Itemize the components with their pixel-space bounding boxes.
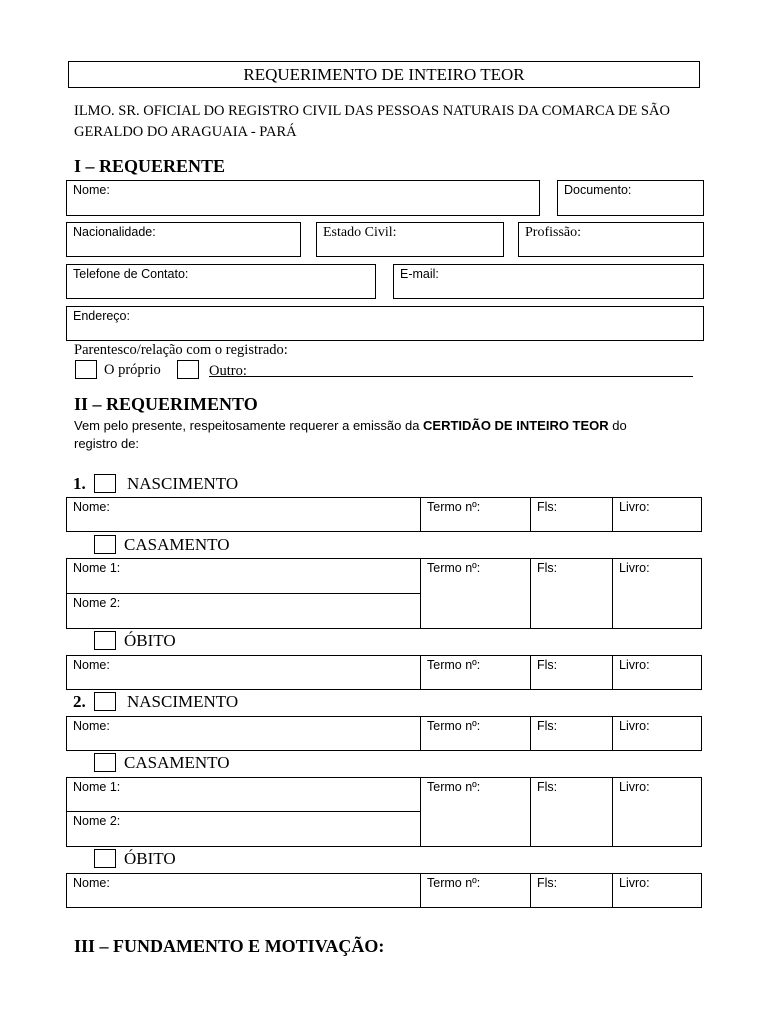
obito-1-fls-label: Fls: <box>537 658 558 672</box>
documento-field[interactable] <box>557 180 704 216</box>
checkbox-o-proprio[interactable] <box>75 360 97 379</box>
nascimento-2-termo[interactable] <box>420 716 531 751</box>
obito-2-termo[interactable] <box>420 873 531 908</box>
section-requerente-heading: I – REQUERENTE <box>74 156 226 176</box>
nascimento-2-termo-label: Termo nº: <box>427 719 481 733</box>
casamento-1-fls[interactable] <box>530 558 613 629</box>
estado-civil-field[interactable] <box>316 222 504 257</box>
intro-text-bold: CERTIDÃO DE INTEIRO TEOR <box>423 418 609 433</box>
nascimento-2-fls[interactable] <box>530 716 613 751</box>
section-fundamento-heading: III – FUNDAMENTO E MOTIVAÇÃO: <box>74 936 385 956</box>
telefone-field-label: Telefone de Contato: <box>73 267 189 281</box>
option-outro-label: Outro: <box>209 363 247 379</box>
obito-2-nome-label: Nome: <box>73 876 110 890</box>
casamento-2-livro[interactable] <box>612 777 702 847</box>
casamento-1-nome1[interactable] <box>66 558 421 594</box>
obito-2-fls-label: Fls: <box>537 876 558 890</box>
nascimento-1-termo-label: Termo nº: <box>427 500 481 514</box>
document-title: REQUERIMENTO DE INTEIRO TEOR <box>68 61 700 88</box>
casamento-2-label: CASAMENTO <box>124 753 230 772</box>
nome-field-label: Nome: <box>73 183 110 197</box>
obito-1-livro-label: Livro: <box>619 658 650 672</box>
casamento-1-termo[interactable] <box>420 558 531 629</box>
casamento-2-nome1-label: Nome 1: <box>73 780 121 794</box>
nacionalidade-field[interactable] <box>66 222 301 257</box>
obito-1-nome[interactable] <box>66 655 421 690</box>
obito-2-nome[interactable] <box>66 873 421 908</box>
casamento-2-nome2[interactable] <box>66 811 421 847</box>
checkbox-obito-2[interactable] <box>94 849 116 868</box>
casamento-2-fls-label: Fls: <box>537 780 558 794</box>
estado-civil-field-label: Estado Civil: <box>323 225 397 240</box>
addressee-line-2: GERALDO DO ARAGUAIA - PARÁ <box>74 124 297 140</box>
profissao-field-label: Profissão: <box>525 225 581 240</box>
obito-1-fls[interactable] <box>530 655 613 690</box>
intro-text-after: do <box>608 418 627 433</box>
casamento-1-nome1-label: Nome 1: <box>73 561 121 575</box>
casamento-1-label: CASAMENTO <box>124 535 230 554</box>
checkbox-obito-1[interactable] <box>94 631 116 650</box>
email-field[interactable] <box>393 264 704 299</box>
nome-field[interactable] <box>66 180 540 216</box>
option-o-proprio-label: O próprio <box>104 362 161 378</box>
obito-2-fls[interactable] <box>530 873 613 908</box>
nacionalidade-field-label: Nacionalidade: <box>73 225 156 239</box>
profissao-field[interactable] <box>518 222 704 257</box>
nascimento-2-fls-label: Fls: <box>537 719 558 733</box>
casamento-2-livro-label: Livro: <box>619 780 650 794</box>
intro-text-before: Vem pelo presente, respeitosamente requerer a emissão da <box>74 418 424 433</box>
nascimento-1-nome-label: Nome: <box>73 500 110 514</box>
obito-1-label: ÓBITO <box>124 631 176 650</box>
addressee-line-1: ILMO. SR. OFICIAL DO REGISTRO CIVIL DAS PESSOAS NATURAIS DA COMARCA DE SÃO <box>74 103 670 119</box>
endereco-field[interactable] <box>66 306 704 341</box>
obito-2-livro[interactable] <box>612 873 702 908</box>
endereco-field-label: Endereço: <box>73 309 130 323</box>
nascimento-2-label: NASCIMENTO <box>127 692 239 711</box>
nascimento-2-livro[interactable] <box>612 716 702 751</box>
nascimento-2-nome-label: Nome: <box>73 719 110 733</box>
obito-2-label: ÓBITO <box>124 849 176 868</box>
casamento-1-nome2-label: Nome 2: <box>73 596 121 610</box>
nascimento-2-nome[interactable] <box>66 716 421 751</box>
casamento-2-nome1[interactable] <box>66 777 421 812</box>
obito-1-termo-label: Termo nº: <box>427 658 481 672</box>
group-1-number: 1. <box>73 474 86 493</box>
casamento-1-livro-label: Livro: <box>619 561 650 575</box>
checkbox-casamento-1[interactable] <box>94 535 116 554</box>
nascimento-1-livro-label: Livro: <box>619 500 650 514</box>
email-field-label: E-mail: <box>400 267 439 281</box>
nascimento-1-fls[interactable] <box>530 497 613 532</box>
parentesco-label: Parentesco/relação com o registrado: <box>74 342 288 358</box>
nascimento-2-livro-label: Livro: <box>619 719 650 733</box>
nascimento-1-nome[interactable] <box>66 497 421 532</box>
obito-2-livro-label: Livro: <box>619 876 650 890</box>
group-2-number: 2. <box>73 692 86 711</box>
addressee <box>74 101 694 143</box>
casamento-2-termo[interactable] <box>420 777 531 847</box>
obito-2-termo-label: Termo nº: <box>427 876 481 890</box>
documento-field-label: Documento: <box>564 183 632 197</box>
nascimento-1-fls-label: Fls: <box>537 500 558 514</box>
checkbox-casamento-2[interactable] <box>94 753 116 772</box>
requerimento-intro <box>74 417 694 453</box>
casamento-2-termo-label: Termo nº: <box>427 780 481 794</box>
nascimento-1-termo[interactable] <box>420 497 531 532</box>
casamento-1-livro[interactable] <box>612 558 702 629</box>
nascimento-1-label: NASCIMENTO <box>127 474 239 493</box>
section-requerimento-heading: II – REQUERIMENTO <box>74 394 258 414</box>
intro-text-line2: registro de: <box>74 436 140 451</box>
nascimento-1-livro[interactable] <box>612 497 702 532</box>
outro-text-line[interactable] <box>209 376 693 377</box>
obito-1-nome-label: Nome: <box>73 658 110 672</box>
obito-1-livro[interactable] <box>612 655 702 690</box>
checkbox-nascimento-2[interactable] <box>94 692 116 711</box>
checkbox-outro[interactable] <box>177 360 199 379</box>
casamento-1-nome2[interactable] <box>66 593 421 629</box>
telefone-field[interactable] <box>66 264 376 299</box>
casamento-2-nome2-label: Nome 2: <box>73 814 121 828</box>
casamento-2-fls[interactable] <box>530 777 613 847</box>
casamento-1-fls-label: Fls: <box>537 561 558 575</box>
obito-1-termo[interactable] <box>420 655 531 690</box>
checkbox-nascimento-1[interactable] <box>94 474 116 493</box>
casamento-1-termo-label: Termo nº: <box>427 561 481 575</box>
